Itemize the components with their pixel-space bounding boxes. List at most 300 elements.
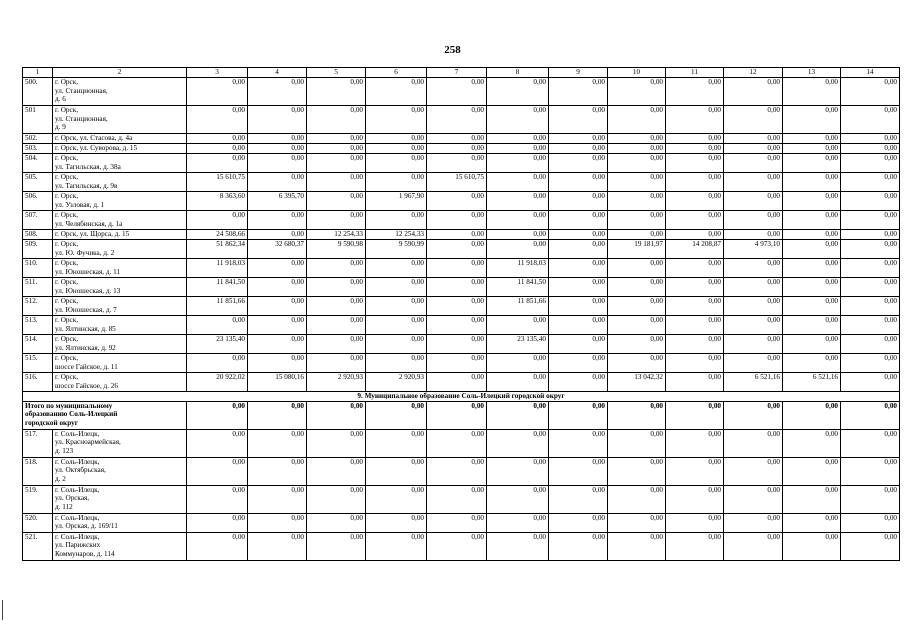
value-cell: 0,00 xyxy=(487,429,549,457)
value-cell: 0,00 xyxy=(841,173,900,192)
value-cell: 0,00 xyxy=(487,316,549,335)
value-cell: 0,00 xyxy=(366,134,427,144)
row-number: 515. xyxy=(23,354,53,373)
value-cell: 0,00 xyxy=(427,192,487,211)
value-cell: 0,00 xyxy=(666,106,724,134)
value-cell: 0,00 xyxy=(187,134,248,144)
address-line: ул. Орская, xyxy=(55,494,90,503)
value-cell: 0,00 xyxy=(608,513,666,532)
address-cell xyxy=(53,259,187,278)
table-row xyxy=(23,154,900,173)
value-cell: 0,00 xyxy=(366,457,427,485)
value-cell: 0,00 xyxy=(666,278,724,297)
header-row xyxy=(23,68,900,78)
address-cell xyxy=(53,316,187,335)
table-row xyxy=(23,259,900,278)
value-cell: 0,00 xyxy=(608,144,666,154)
total-label-line: городской округ xyxy=(25,418,78,427)
address-line: д. 123 xyxy=(55,446,74,455)
value-cell: 0,00 xyxy=(841,297,900,316)
address-cell xyxy=(53,240,187,259)
table-row xyxy=(23,335,900,354)
address-cell xyxy=(53,211,187,230)
value-cell: 0,00 xyxy=(608,457,666,485)
value-cell: 19 181,97 xyxy=(608,240,666,259)
value-cell: 0,00 xyxy=(248,513,307,532)
value-cell: 0,00 xyxy=(841,354,900,373)
value-cell: 0,00 xyxy=(666,192,724,211)
address-line: шоссе Гайское, д. 26 xyxy=(55,381,118,390)
address-cell xyxy=(53,230,187,240)
value-cell: 0,00 xyxy=(487,373,549,392)
value-cell: 0,00 xyxy=(666,485,724,513)
column-header: 1 xyxy=(23,68,53,78)
value-cell: 13 042,32 xyxy=(608,373,666,392)
value-cell: 0,00 xyxy=(724,532,783,560)
value-cell: 0,00 xyxy=(187,532,248,560)
value-cell: 51 862,34 xyxy=(187,240,248,259)
address-line: д. 6 xyxy=(55,95,66,104)
address-line: г. Орск, xyxy=(55,78,78,86)
address-line: г. Соль-Илецк, xyxy=(55,457,100,466)
address-line: ул. Тагильская, д. 38а xyxy=(55,162,121,171)
column-header: 10 xyxy=(608,68,666,78)
address-line: ул. Юношеская, д. 7 xyxy=(55,305,117,314)
value-cell: 0,00 xyxy=(783,401,841,429)
value-cell: 0,00 xyxy=(666,230,724,240)
value-cell: 0,00 xyxy=(487,532,549,560)
value-cell: 0,00 xyxy=(487,154,549,173)
address-cell xyxy=(53,335,187,354)
value-cell: 0,00 xyxy=(783,173,841,192)
row-number: 514. xyxy=(23,335,53,354)
table-body xyxy=(23,78,900,561)
value-cell: 0,00 xyxy=(724,259,783,278)
table-row xyxy=(23,532,900,560)
value-cell: 0,00 xyxy=(608,335,666,354)
value-cell: 0,00 xyxy=(427,240,487,259)
value-cell: 0,00 xyxy=(549,106,608,134)
row-number: 509. xyxy=(23,240,53,259)
value-cell: 0,00 xyxy=(427,106,487,134)
address-line: г. Орск, xyxy=(55,173,78,181)
value-cell: 0,00 xyxy=(841,259,900,278)
value-cell: 0,00 xyxy=(608,192,666,211)
value-cell: 15 610,75 xyxy=(427,173,487,192)
value-cell: 0,00 xyxy=(248,154,307,173)
value-cell: 0,00 xyxy=(187,429,248,457)
value-cell: 0,00 xyxy=(724,297,783,316)
value-cell: 0,00 xyxy=(783,429,841,457)
value-cell: 0,00 xyxy=(549,485,608,513)
total-label xyxy=(23,401,187,429)
value-cell: 0,00 xyxy=(187,316,248,335)
value-cell: 0,00 xyxy=(608,278,666,297)
value-cell: 0,00 xyxy=(783,78,841,106)
address-line: ул. Парижских xyxy=(55,541,101,550)
value-cell: 0,00 xyxy=(841,134,900,144)
value-cell: 0,00 xyxy=(666,401,724,429)
address-line: г. Орск, ул. Щорса, д. 15 xyxy=(55,230,130,238)
address-line: г. Орск, xyxy=(55,354,78,362)
value-cell: 0,00 xyxy=(666,354,724,373)
value-cell: 0,00 xyxy=(549,278,608,297)
value-cell: 0,00 xyxy=(666,211,724,230)
value-cell: 0,00 xyxy=(307,259,366,278)
value-cell: 2 920,93 xyxy=(366,373,427,392)
address-line: г. Орск, xyxy=(55,106,78,114)
column-header: 2 xyxy=(53,68,187,78)
value-cell: 0,00 xyxy=(366,354,427,373)
value-cell: 0,00 xyxy=(487,106,549,134)
row-number: 504. xyxy=(23,154,53,173)
value-cell: 0,00 xyxy=(724,192,783,211)
address-line: г. Орск, xyxy=(55,373,78,381)
address-line: г. Орск, xyxy=(55,240,78,248)
value-cell: 0,00 xyxy=(307,134,366,144)
address-line: ул. Юношеская, д. 13 xyxy=(55,286,121,295)
table-row xyxy=(23,230,900,240)
value-cell: 0,00 xyxy=(549,230,608,240)
value-cell: 0,00 xyxy=(549,154,608,173)
row-number: 513. xyxy=(23,316,53,335)
value-cell: 0,00 xyxy=(783,485,841,513)
address-cell xyxy=(53,192,187,211)
value-cell: 0,00 xyxy=(783,457,841,485)
value-cell: 0,00 xyxy=(366,485,427,513)
value-cell: 15 080,16 xyxy=(248,373,307,392)
address-line: ул. Ялтинская, д. 85 xyxy=(55,324,116,333)
table-row xyxy=(23,316,900,335)
value-cell: 0,00 xyxy=(783,259,841,278)
data-table xyxy=(22,67,900,561)
value-cell: 0,00 xyxy=(549,354,608,373)
value-cell: 11 918,03 xyxy=(187,259,248,278)
value-cell: 0,00 xyxy=(666,532,724,560)
value-cell: 32 680,37 xyxy=(248,240,307,259)
value-cell: 0,00 xyxy=(783,211,841,230)
value-cell: 0,00 xyxy=(666,429,724,457)
address-line: ул. Тагильская, д. 9в xyxy=(55,181,118,190)
address-cell xyxy=(53,278,187,297)
value-cell: 0,00 xyxy=(248,335,307,354)
value-cell: 0,00 xyxy=(487,78,549,106)
value-cell: 0,00 xyxy=(307,354,366,373)
value-cell: 0,00 xyxy=(427,144,487,154)
address-cell xyxy=(53,78,187,106)
value-cell: 0,00 xyxy=(307,335,366,354)
value-cell: 0,00 xyxy=(724,316,783,335)
value-cell: 0,00 xyxy=(549,297,608,316)
value-cell: 11 841,50 xyxy=(187,278,248,297)
value-cell: 0,00 xyxy=(549,259,608,278)
value-cell: 0,00 xyxy=(783,230,841,240)
address-line: г. Соль-Илецк, xyxy=(55,429,100,438)
value-cell: 0,00 xyxy=(841,211,900,230)
value-cell: 0,00 xyxy=(666,373,724,392)
value-cell: 0,00 xyxy=(248,429,307,457)
row-number: 516. xyxy=(23,373,53,392)
value-cell: 0,00 xyxy=(487,401,549,429)
value-cell: 0,00 xyxy=(427,485,487,513)
address-line: ул. Ялтинская, д. 92 xyxy=(55,343,116,352)
value-cell: 0,00 xyxy=(307,154,366,173)
value-cell: 0,00 xyxy=(841,144,900,154)
address-cell xyxy=(53,457,187,485)
address-line: Коммунаров, д. 114 xyxy=(55,549,115,558)
value-cell: 0,00 xyxy=(783,106,841,134)
value-cell: 0,00 xyxy=(608,78,666,106)
value-cell: 0,00 xyxy=(841,485,900,513)
value-cell: 0,00 xyxy=(724,134,783,144)
value-cell: 0,00 xyxy=(608,211,666,230)
value-cell: 0,00 xyxy=(666,173,724,192)
value-cell: 0,00 xyxy=(248,106,307,134)
row-number: 503. xyxy=(23,144,53,154)
value-cell: 0,00 xyxy=(608,106,666,134)
value-cell: 2 920,93 xyxy=(307,373,366,392)
value-cell: 0,00 xyxy=(783,144,841,154)
table-row xyxy=(23,457,900,485)
address-line: г. Орск, ул. Суворова, д. 15 xyxy=(55,144,138,152)
address-line: ул. Октябрьская, xyxy=(55,466,106,475)
value-cell: 0,00 xyxy=(307,401,366,429)
value-cell: 0,00 xyxy=(427,513,487,532)
value-cell: 0,00 xyxy=(783,513,841,532)
address-line: шоссе Гайское, д. 11 xyxy=(55,362,118,371)
value-cell: 0,00 xyxy=(487,211,549,230)
value-cell: 0,00 xyxy=(427,154,487,173)
value-cell: 0,00 xyxy=(724,513,783,532)
table-row xyxy=(23,173,900,192)
value-cell: 0,00 xyxy=(248,401,307,429)
value-cell: 0,00 xyxy=(427,401,487,429)
address-line: д. 112 xyxy=(55,502,73,511)
value-cell: 0,00 xyxy=(366,106,427,134)
value-cell: 0,00 xyxy=(724,354,783,373)
value-cell: 0,00 xyxy=(307,297,366,316)
value-cell: 0,00 xyxy=(608,297,666,316)
value-cell: 0,00 xyxy=(724,457,783,485)
table-row xyxy=(23,192,900,211)
row-number: 519. xyxy=(23,485,53,513)
value-cell: 0,00 xyxy=(366,78,427,106)
value-cell: 0,00 xyxy=(487,485,549,513)
address-line: г. Соль-Илецк, xyxy=(55,513,100,522)
value-cell: 11 841,50 xyxy=(487,278,549,297)
value-cell: 0,00 xyxy=(427,259,487,278)
value-cell: 6 395,70 xyxy=(248,192,307,211)
total-label-line: Итого по муниципальному xyxy=(25,401,113,410)
value-cell: 23 135,40 xyxy=(487,335,549,354)
value-cell: 0,00 xyxy=(608,259,666,278)
value-cell: 0,00 xyxy=(307,211,366,230)
address-line: г. Орск, xyxy=(55,259,78,267)
table-row xyxy=(23,144,900,154)
value-cell: 0,00 xyxy=(366,297,427,316)
value-cell: 0,00 xyxy=(427,354,487,373)
row-number: 502. xyxy=(23,134,53,144)
row-number: 501 xyxy=(23,106,53,134)
value-cell: 0,00 xyxy=(783,278,841,297)
value-cell: 0,00 xyxy=(248,230,307,240)
address-line: ул. Станционная, xyxy=(55,114,108,123)
value-cell: 0,00 xyxy=(487,134,549,144)
value-cell: 0,00 xyxy=(187,457,248,485)
value-cell: 0,00 xyxy=(783,297,841,316)
value-cell: 0,00 xyxy=(608,316,666,335)
table-row xyxy=(23,106,900,134)
value-cell: 0,00 xyxy=(366,429,427,457)
value-cell: 0,00 xyxy=(187,144,248,154)
value-cell: 0,00 xyxy=(549,211,608,230)
table-row xyxy=(23,78,900,106)
value-cell: 0,00 xyxy=(549,316,608,335)
value-cell: 0,00 xyxy=(549,335,608,354)
value-cell: 0,00 xyxy=(549,144,608,154)
value-cell: 0,00 xyxy=(608,230,666,240)
row-number: 505. xyxy=(23,173,53,192)
value-cell: 24 508,66 xyxy=(187,230,248,240)
value-cell: 11 851,66 xyxy=(187,297,248,316)
value-cell: 0,00 xyxy=(427,429,487,457)
value-cell: 0,00 xyxy=(187,485,248,513)
value-cell: 0,00 xyxy=(841,373,900,392)
value-cell: 0,00 xyxy=(549,429,608,457)
value-cell: 0,00 xyxy=(307,173,366,192)
address-cell xyxy=(53,373,187,392)
column-header: 9 xyxy=(549,68,608,78)
value-cell: 0,00 xyxy=(366,259,427,278)
value-cell: 0,00 xyxy=(724,211,783,230)
address-line: ул. Ю. Фучика, д. 2 xyxy=(55,248,115,257)
page-edge-mark xyxy=(2,600,3,620)
value-cell: 0,00 xyxy=(366,144,427,154)
value-cell: 0,00 xyxy=(248,354,307,373)
value-cell: 0,00 xyxy=(841,192,900,211)
address-cell xyxy=(53,173,187,192)
value-cell: 0,00 xyxy=(487,513,549,532)
value-cell: 0,00 xyxy=(666,316,724,335)
value-cell: 0,00 xyxy=(248,173,307,192)
value-cell: 0,00 xyxy=(666,457,724,485)
value-cell: 0,00 xyxy=(783,154,841,173)
value-cell: 0,00 xyxy=(841,532,900,560)
column-header: 12 xyxy=(724,68,783,78)
value-cell: 0,00 xyxy=(366,154,427,173)
value-cell: 0,00 xyxy=(187,106,248,134)
value-cell: 0,00 xyxy=(841,78,900,106)
address-cell xyxy=(53,106,187,134)
table-row xyxy=(23,240,900,259)
value-cell: 23 135,40 xyxy=(187,335,248,354)
value-cell: 0,00 xyxy=(783,240,841,259)
value-cell: 0,00 xyxy=(549,457,608,485)
address-cell xyxy=(53,532,187,560)
value-cell: 0,00 xyxy=(724,154,783,173)
column-header: 3 xyxy=(187,68,248,78)
value-cell: 0,00 xyxy=(841,513,900,532)
column-header: 5 xyxy=(307,68,366,78)
value-cell: 0,00 xyxy=(549,513,608,532)
row-number: 510. xyxy=(23,259,53,278)
value-cell: 0,00 xyxy=(724,230,783,240)
value-cell: 0,00 xyxy=(366,211,427,230)
column-header: 11 xyxy=(666,68,724,78)
value-cell: 0,00 xyxy=(307,457,366,485)
value-cell: 0,00 xyxy=(248,78,307,106)
column-header: 6 xyxy=(366,68,427,78)
value-cell: 0,00 xyxy=(666,259,724,278)
value-cell: 0,00 xyxy=(841,154,900,173)
value-cell: 11 851,66 xyxy=(487,297,549,316)
value-cell: 0,00 xyxy=(248,297,307,316)
value-cell: 0,00 xyxy=(307,429,366,457)
value-cell: 0,00 xyxy=(783,335,841,354)
row-number: 500. xyxy=(23,78,53,106)
value-cell: 0,00 xyxy=(366,335,427,354)
value-cell: 0,00 xyxy=(608,429,666,457)
address-line: ул. Узловая, д. 1 xyxy=(55,200,105,209)
value-cell: 0,00 xyxy=(549,78,608,106)
value-cell: 0,00 xyxy=(724,144,783,154)
address-line: г. Орск, ул. Стасова, д. 4а xyxy=(55,134,133,142)
table-row xyxy=(23,278,900,297)
value-cell: 0,00 xyxy=(724,173,783,192)
value-cell: 0,00 xyxy=(427,316,487,335)
value-cell: 0,00 xyxy=(841,429,900,457)
value-cell: 0,00 xyxy=(549,532,608,560)
value-cell: 0,00 xyxy=(487,240,549,259)
address-line: ул. Орская, д. 169/11 xyxy=(55,522,118,531)
value-cell: 0,00 xyxy=(248,134,307,144)
page-number: 258 xyxy=(444,44,461,56)
address-cell xyxy=(53,297,187,316)
value-cell: 0,00 xyxy=(549,401,608,429)
value-cell: 0,00 xyxy=(608,134,666,144)
value-cell: 12 254,33 xyxy=(307,230,366,240)
table-row xyxy=(23,297,900,316)
column-header: 14 xyxy=(841,68,900,78)
value-cell: 0,00 xyxy=(248,316,307,335)
address-line: ул. Станционная, xyxy=(55,86,108,95)
value-cell: 0,00 xyxy=(427,297,487,316)
value-cell: 0,00 xyxy=(608,485,666,513)
value-cell: 0,00 xyxy=(841,230,900,240)
value-cell: 0,00 xyxy=(549,192,608,211)
value-cell: 0,00 xyxy=(783,316,841,335)
value-cell: 0,00 xyxy=(366,173,427,192)
value-cell: 0,00 xyxy=(783,134,841,144)
value-cell: 0,00 xyxy=(366,532,427,560)
value-cell: 0,00 xyxy=(783,192,841,211)
value-cell: 0,00 xyxy=(307,78,366,106)
value-cell: 0,00 xyxy=(248,532,307,560)
value-cell: 0,00 xyxy=(427,134,487,144)
value-cell: 0,00 xyxy=(666,154,724,173)
address-line: д. 2 xyxy=(55,474,66,483)
address-line: г. Соль-Илецк, xyxy=(55,485,100,494)
value-cell: 0,00 xyxy=(724,335,783,354)
value-cell: 0,00 xyxy=(248,259,307,278)
value-cell: 6 521,16 xyxy=(783,373,841,392)
value-cell: 0,00 xyxy=(783,532,841,560)
value-cell: 0,00 xyxy=(841,278,900,297)
value-cell: 9 590,98 xyxy=(307,240,366,259)
section-title: 9. Муниципальное образование Соль-Илецкий городской округ xyxy=(23,392,900,402)
value-cell: 0,00 xyxy=(187,401,248,429)
address-line: г. Орск, xyxy=(55,278,78,286)
